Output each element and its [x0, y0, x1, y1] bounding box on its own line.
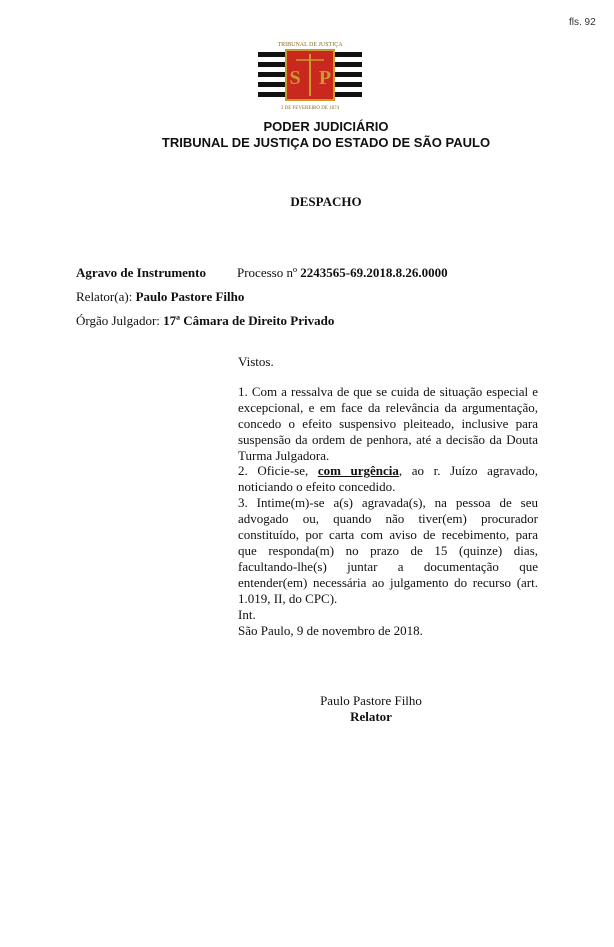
signature-name: Paulo Pastore Filho [320, 693, 422, 708]
court-name: 17ª Câmara de Direito Privado [163, 313, 335, 328]
process-label: Processo nº [237, 265, 297, 280]
court-row [76, 313, 334, 329]
dispatch-body [238, 354, 538, 638]
seal-letter-p: P [318, 67, 332, 89]
case-type-label: Agravo de Instrumento [76, 265, 206, 280]
closing-paragraph: Int. [238, 606, 256, 622]
signature-block [300, 693, 442, 725]
seal-bottom-text: 3 DE FEVEREIRO DE 1874 [280, 106, 340, 111]
seal-letter-s: S [289, 67, 301, 89]
item-3-paragraph: 3. Intime(m)-se a(s) agravada(s), na pessoa de seu advogado ou, quando não tiver(em) procurador constituído, por carta com aviso de recebimento, para que responda(m) no prazo de 15 (quinze) dias, facultando-lhe(s) juntar a documentação que entender(em) necessária ao julgamento do recurso (art. 1.019, II, do CPC). [238, 495, 538, 606]
rapporteur-row [76, 289, 244, 305]
opening-paragraph: Vistos. [238, 354, 274, 369]
seal-top-text: TRIBUNAL DE JUSTIÇA [277, 42, 343, 48]
court-header [0, 119, 614, 151]
rapporteur-label: Relator(a): [76, 289, 133, 304]
item-1-paragraph: 1. Com a ressalva de que se cuida de situação especial e excepcional, e em face da relevância da argumentação, concedo o efeito suspensivo pleiteado, inclusive para suspensão da ordem de penhora, até a decisão da Douta Turma Julgadora. [238, 383, 538, 463]
urgency-emphasis: com urgência [317, 463, 399, 479]
item-2-suffix: , ao r. Juízo agravado, noticiando o efeito concedido. [238, 463, 538, 495]
header-line-1: PODER JUDICIÁRIO [263, 119, 389, 134]
rapporteur-name: Paulo Pastore Filho [135, 289, 245, 304]
case-type-row [76, 265, 448, 281]
item-2-prefix: 2. Oficie-se, [238, 463, 309, 479]
page-number: fls. 92 [569, 17, 596, 28]
court-seal-logo [258, 38, 362, 114]
court-label: Órgão Julgador: [76, 313, 160, 328]
place-date: São Paulo, 9 de novembro de 2018. [238, 622, 423, 638]
process-number: 2243565-69.2018.8.26.0000 [300, 265, 448, 280]
header-line-2: TRIBUNAL DE JUSTIÇA DO ESTADO DE SÃO PAULO [161, 135, 491, 150]
document-title: DESPACHO [290, 194, 362, 209]
item-2-paragraph [238, 463, 538, 495]
signature-role: Relator [350, 709, 392, 724]
